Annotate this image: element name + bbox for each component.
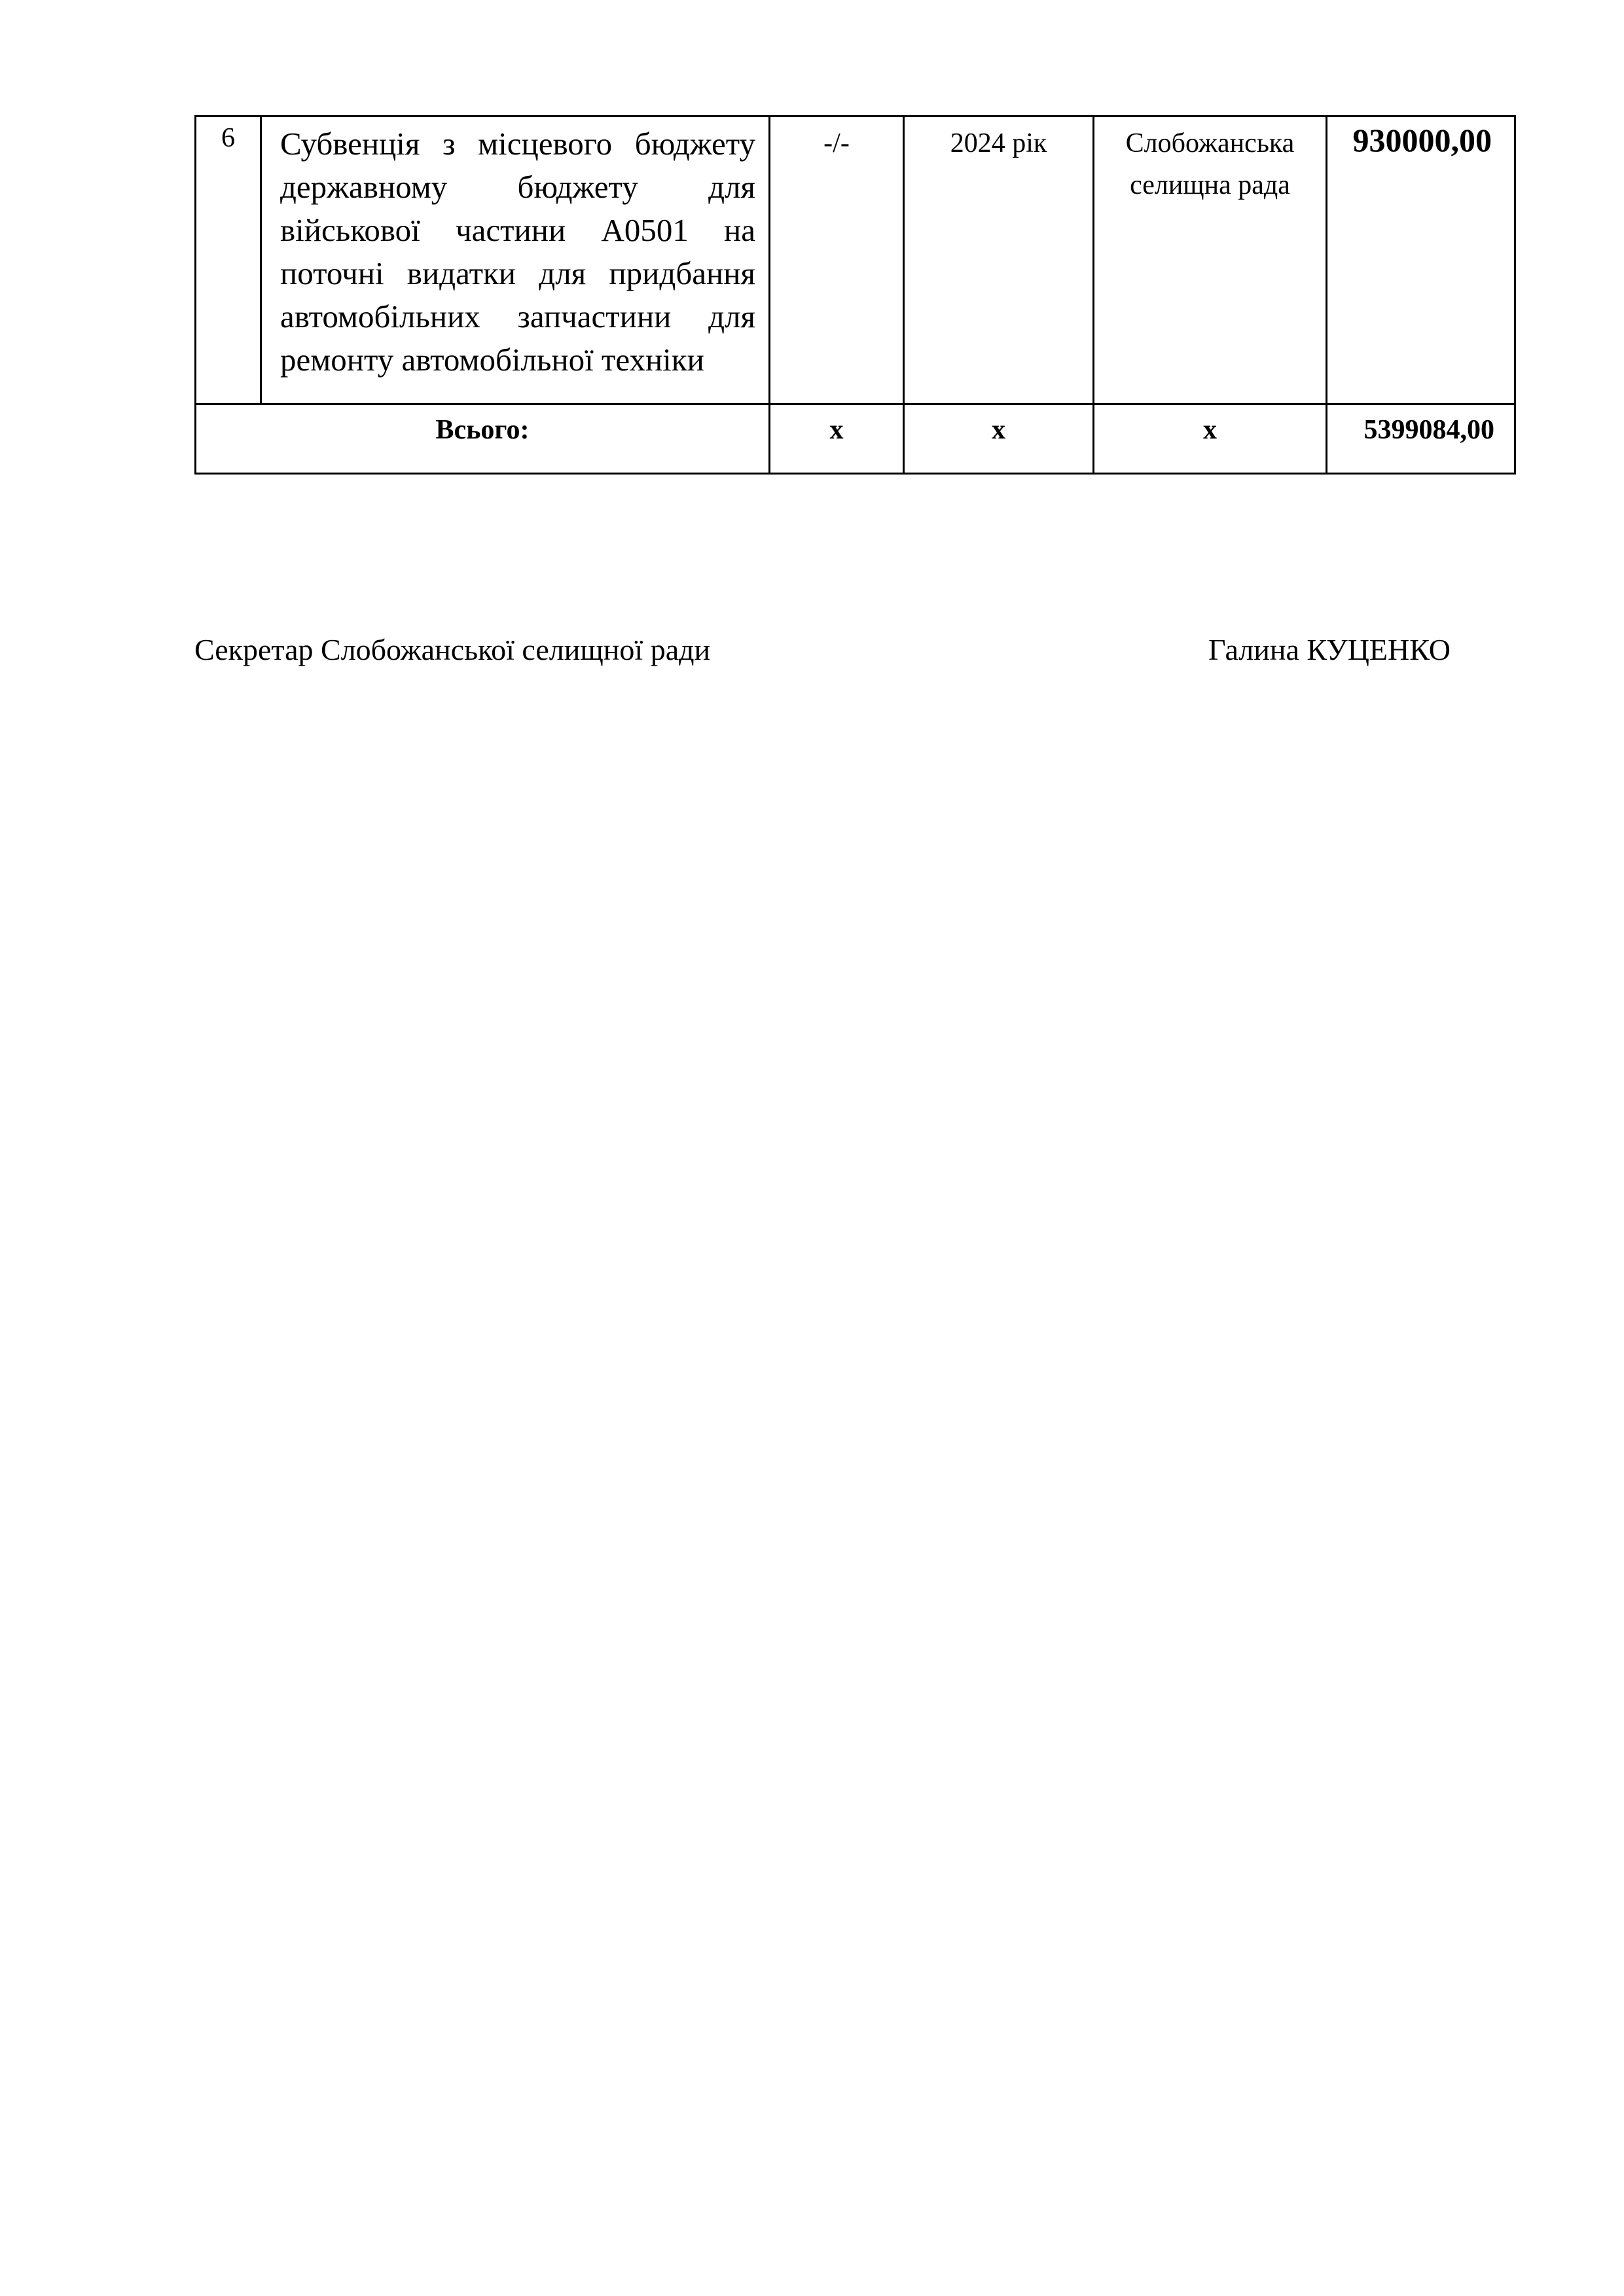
total-period: x: [904, 404, 1094, 474]
row-period: 2024 рік: [904, 117, 1094, 404]
row-source: -/-: [770, 117, 904, 404]
signature-name: Галина КУЦЕНКО: [1208, 633, 1451, 666]
signature-title: Секретар Слобожанської селищної ради: [194, 633, 711, 666]
total-source: x: [770, 404, 904, 474]
total-executor: x: [1094, 404, 1327, 474]
row-number: 6: [196, 117, 261, 404]
total-row: [196, 404, 1515, 474]
row-amount: 930000,00: [1327, 117, 1515, 404]
table-row: [196, 117, 1515, 404]
total-label: Всього:: [196, 404, 770, 474]
row-description: Субвенція з місцевого бюджету державному бюджету для військової частини А0501 на поточні видатки для придбання автомобільних запчастини для ремонту автомобільної техніки: [261, 117, 770, 404]
budget-table: [194, 115, 1516, 475]
total-amount: 5399084,00: [1327, 404, 1515, 474]
row-executor: Слобожанська селищна рада: [1094, 117, 1327, 404]
